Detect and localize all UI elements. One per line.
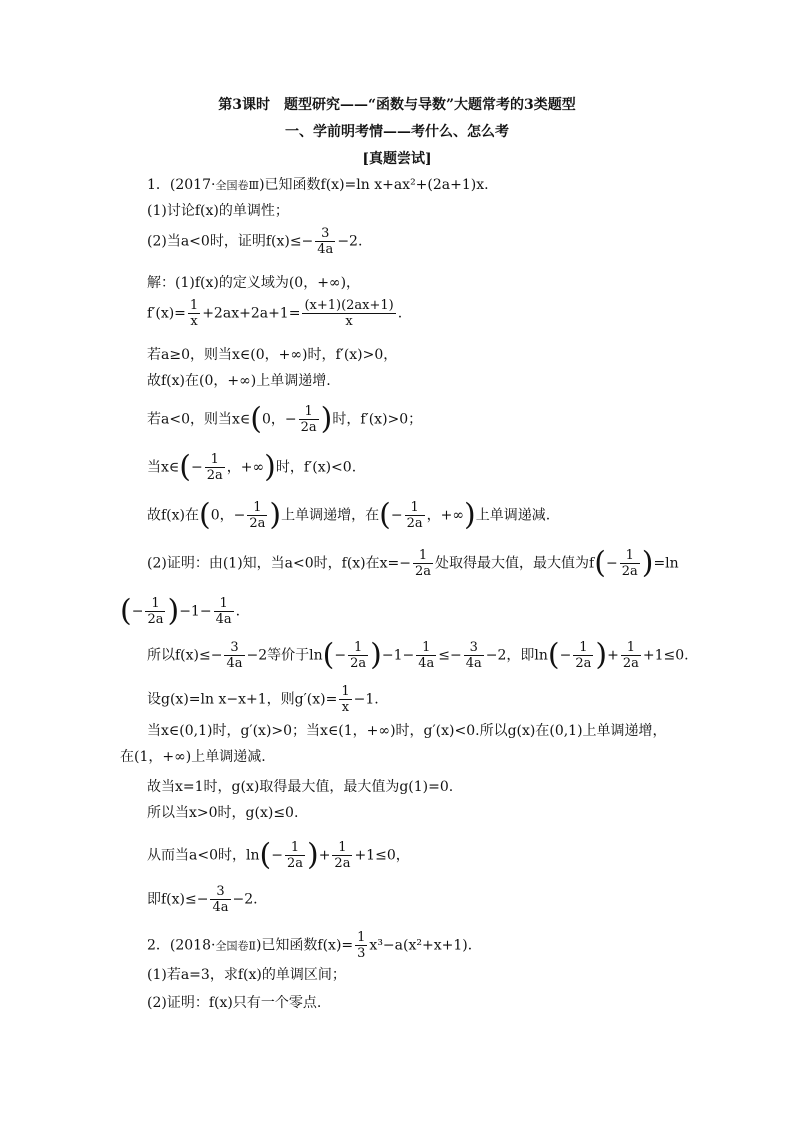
- solution-2-conclusion: 即f(x)≤− $\frac{3}{4a}$ −2.: [147, 884, 258, 915]
- section-label: [真题尝试]: [362, 151, 432, 167]
- solution-2-g-monotonic-cont: 在(1，+∞)上单调递减.: [120, 749, 266, 765]
- page-subtitle: 一、学前明考情——考什么、怎么考: [285, 124, 509, 140]
- solution-2-equivalence: 所以f(x)≤− $\frac{3}{4a}$ −2等价于ln(− $\frac{1}{2a}$ )−1− $\frac{1}{4a}$ ≤− $\frac{3}{4a}$ −2，即ln(− $\frac{1}{2a}$ )+ $\frac{1}{2a}$ +1≤0.: [147, 637, 689, 673]
- problem-2-stem: 2．(2018·全国卷Ⅱ)已知函数f(x)= $\frac{1}{3}$ x³−a(x²+x+1)．: [147, 930, 482, 961]
- problem-1-part-2: (2)当a<0时，证明f(x)≤− $\frac{3}{4a}$ −2.: [147, 226, 363, 257]
- problem-2-part-1: (1)若a=3，求f(x)的单调区间；: [147, 967, 346, 983]
- solution-1-case-a-conclusion: 故f(x)在(0，+∞)上单调递增.: [147, 373, 331, 389]
- solution-1-derivative: f′(x)= $\frac{1}{x}$ +2ax+2a+1= $\frac{(x+1)(2ax+1)}{x}$ .: [147, 298, 403, 329]
- solution-1-case-b2: 当x∈(− $\frac{1}{2a}$ ，+∞)时，f′(x)<0.: [147, 449, 357, 485]
- problem-1-stem: 1．(2017·全国卷Ⅲ)已知函数f(x)=ln x+ax²+(2a+1)x.: [147, 177, 489, 193]
- solution-2-define-g: 设g(x)=ln x−x+1，则g′(x)= $\frac{1}{x}$ −1.: [147, 684, 379, 715]
- solution-1-case-b: 若a<0，则当x∈(0，− $\frac{1}{2a}$ )时，f′(x)>0；: [147, 401, 423, 437]
- page-title: 第3课时 题型研究——“函数与导数”大题常考的3类题型: [218, 97, 576, 113]
- solution-2-therefore: 从而当a<0时，ln(− $\frac{1}{2a}$ )+ $\frac{1}{2a}$ +1≤0，: [147, 837, 410, 873]
- solution-1-summary: 故f(x)在(0，− $\frac{1}{2a}$ )上单调递增，在(− $\frac{1}{2a}$ ，+∞)上单调递减.: [147, 497, 551, 533]
- solution-2-g-max: 故当x=1时，g(x)取得最大值，最大值为g(1)=0.: [147, 779, 454, 795]
- solution-1-domain: 解：(1)f(x)的定义域为(0，+∞)，: [147, 275, 361, 291]
- solution-2-g-nonpositive: 所以当x>0时，g(x)≤0.: [147, 805, 299, 821]
- problem-2-part-2: (2)证明：f(x)只有一个零点.: [147, 995, 322, 1011]
- solution-2-proof-start: (2)证明：由(1)知，当a<0时，f(x)在x=− $\frac{1}{2a}$ 处取得最大值，最大值为f(− $\frac{1}{2a}$ )=ln: [147, 545, 679, 581]
- solution-2-proof-cont: (− $\frac{1}{2a}$ )−1− $\frac{1}{4a}$ .: [120, 593, 241, 629]
- solution-1-case-a: 若a≥0，则当x∈(0，+∞)时，f′(x)>0，: [147, 347, 398, 363]
- solution-2-g-monotonic: 当x∈(0,1)时，g′(x)>0；当x∈(1，+∞)时，g′(x)<0.所以g(x)在(0,1)上单调递增，: [147, 723, 667, 739]
- problem-1-part-1: (1)讨论f(x)的单调性；: [147, 203, 289, 219]
